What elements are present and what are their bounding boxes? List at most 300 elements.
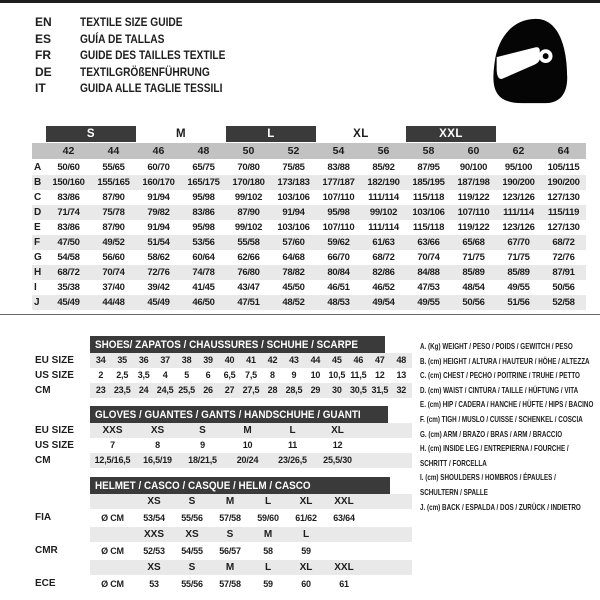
size-letter-cell — [90, 527, 135, 542]
measurement-cell: 82/86 — [372, 267, 395, 278]
legend-line: SCHRITT / FORCELLA — [420, 457, 487, 468]
size-cell: 3,5 — [137, 370, 150, 380]
size-cell: 7,5 — [245, 370, 257, 380]
table-row — [35, 560, 412, 575]
measurement-cell: 160/170 — [142, 177, 175, 188]
size-cell: 43 — [289, 355, 299, 365]
language-code: DE — [35, 64, 52, 79]
legend-line: F. (cm) TIGH / MUSLO / CUISSE / SCHENKEL / COSCIA — [420, 413, 583, 424]
measurement-cell: 103/106 — [277, 222, 310, 233]
row-cells — [90, 423, 412, 438]
measurement-cell: 46/51 — [327, 282, 350, 293]
size-letter-cell: XS — [147, 562, 161, 573]
size-letter-cell: L — [264, 496, 272, 507]
measurement-cell: 51/54 — [147, 237, 170, 248]
measurement-cell: 59/62 — [327, 237, 350, 248]
size-cell — [325, 542, 363, 560]
measurement-cell: 62/66 — [237, 252, 260, 263]
language-code: FR — [35, 48, 51, 62]
size-cell: 27 — [224, 385, 235, 395]
row-letter-label: I — [34, 282, 37, 293]
size-cell: 36 — [138, 355, 149, 365]
size-cell: 23,5 — [113, 385, 131, 395]
shoes-table-title: SHOES/ ZAPATOS / CHAUSSURES / SCHUHE / SCARPE — [95, 338, 358, 351]
measurement-cell: 95/98 — [192, 192, 215, 203]
numeric-size-cell: 44 — [107, 145, 120, 157]
legend-line: G. (cm) ARM / BRAZO / BRAS / ARM / BRACCIO — [420, 428, 563, 439]
legend-line: J. (cm) BACK / ESPALDA / DOS / ZURÜCK / INDIETRO — [420, 501, 581, 512]
size-cell: M — [243, 425, 252, 436]
row-cells — [90, 383, 412, 398]
corner-cell — [32, 143, 46, 159]
measurement-cell: 79/82 — [147, 207, 170, 218]
size-cell: 44 — [310, 355, 321, 365]
measurement-cell: 45/49 — [57, 297, 80, 308]
table-row — [32, 205, 586, 220]
size-cell: Ø CM — [101, 546, 124, 556]
measurement-cell: 87/91 — [552, 267, 575, 278]
legend-line: H. (cm) INSIDE LEG / ENTREPIERNA / FOURCHE / — [420, 443, 569, 454]
measurement-cell: 95/100 — [504, 162, 533, 173]
row-letter-label: E — [34, 222, 41, 233]
language-row — [35, 31, 251, 48]
measurement-cell: 61/63 — [372, 237, 395, 248]
row-label — [35, 527, 90, 542]
measurement-cell: 87/90 — [237, 207, 260, 218]
row-label — [35, 494, 90, 509]
measurement-cell: 85/92 — [372, 162, 395, 173]
measurement-cell: 57/60 — [282, 237, 305, 248]
measurement-cell: 111/114 — [503, 207, 534, 218]
size-group-cell — [496, 126, 541, 142]
measurement-cell: 72/76 — [147, 267, 170, 278]
size-letter-cell: M — [225, 496, 235, 507]
size-letter-cell: L — [302, 529, 310, 540]
language-title-list — [35, 14, 251, 97]
size-group-cell: L — [226, 126, 316, 142]
gloves-table — [35, 406, 412, 468]
measurement-cell: 52/58 — [552, 297, 575, 308]
measurement-cell: 47/53 — [417, 282, 440, 293]
measurement-cell: 127/130 — [547, 192, 580, 203]
measurement-cell: 51/56 — [507, 297, 530, 308]
measurement-cell: 68/72 — [552, 237, 575, 248]
measurement-cell: 99/102 — [369, 207, 398, 218]
size-cell: 52/53 — [143, 546, 165, 556]
measurement-cell: 65/68 — [462, 237, 485, 248]
size-cell: 53/54 — [143, 513, 165, 523]
row-label: CM — [35, 385, 51, 396]
measurement-cell: 99/102 — [234, 192, 263, 203]
measurement-cell: 55/58 — [237, 237, 260, 248]
size-cell: S — [199, 425, 206, 436]
table-row — [32, 280, 586, 295]
numeric-size-cell: 42 — [62, 145, 75, 157]
size-cell: 5 — [184, 370, 189, 380]
table-row — [32, 265, 586, 280]
measurement-cell: 58/62 — [147, 252, 170, 263]
measurement-cell: 75/85 — [282, 162, 305, 173]
numeric-size-cell: 64 — [557, 145, 570, 157]
size-cell: 7 — [110, 440, 115, 450]
measurement-cell: 46/52 — [372, 282, 395, 293]
size-cell: 25,5 — [178, 385, 195, 395]
size-letter-cell: XXL — [334, 496, 354, 507]
numeric-size-cell: 56 — [377, 145, 390, 157]
language-code: IT — [35, 81, 46, 95]
size-group-header-row — [32, 126, 586, 143]
measurement-cell: 49/55 — [507, 282, 530, 293]
measurement-cell: 78/82 — [282, 267, 305, 278]
size-cell: 12 — [374, 370, 385, 380]
measurement-cell: 80/84 — [327, 267, 350, 278]
size-cell: XS — [150, 425, 165, 436]
row-letter-label: J — [34, 297, 40, 308]
table-row — [32, 220, 586, 235]
row-cells — [90, 453, 412, 468]
language-title: GUIDE DES TAILLES TEXTILE — [80, 48, 226, 62]
legend-line: A. (Kg) WEIGHT / PESO / POIDS / GEWITCH / PESO — [420, 341, 573, 351]
size-cell: 59 — [301, 546, 311, 556]
size-group-cell — [32, 126, 46, 142]
standard-label: CMR — [35, 545, 58, 556]
table-row — [35, 368, 412, 383]
section-divider — [0, 314, 600, 315]
measurement-cell: 72/76 — [552, 252, 575, 263]
measurement-cell: 103/106 — [412, 207, 445, 218]
measurement-cell: 91/94 — [147, 222, 170, 233]
measurement-cell: 115/118 — [412, 222, 445, 233]
measurement-cell: 46/50 — [192, 297, 215, 308]
measurement-cell: 65/75 — [192, 162, 215, 173]
measurement-cell: 68/72 — [57, 267, 80, 278]
legend-line: E. (cm) HIP / CADERA / HANCHE / HÜFTE / HIPS / BACINO — [420, 399, 594, 410]
helmet-table-title: HELMET / CASCO / CASQUE / HELM / CASCO — [95, 479, 311, 492]
legend-line: D. (cm) WAIST / CINTURA / TAILLE / HÜFTUNG / VITA — [420, 384, 579, 395]
row-label: CM — [35, 455, 51, 466]
size-cell: L — [289, 425, 296, 436]
size-cell: 29 — [310, 385, 321, 395]
measurement-cell: 67/70 — [507, 237, 530, 248]
racing-helmet-icon — [483, 13, 575, 111]
measurement-cell: 107/110 — [457, 207, 490, 218]
language-row — [35, 14, 251, 31]
measurement-cell: 83/86 — [192, 207, 215, 218]
table-row — [35, 575, 412, 593]
measurement-cell: 70/74 — [102, 267, 125, 278]
measurement-cell: 66/70 — [327, 252, 350, 263]
size-cell: 37 — [160, 355, 170, 365]
size-cell: 56/57 — [219, 546, 241, 556]
measurement-cell: 60/70 — [147, 162, 170, 173]
size-cell: 9 — [200, 440, 205, 450]
standard-label: ECE — [35, 578, 56, 589]
size-cell: 16,5/19 — [143, 455, 172, 465]
measurement-cell: 107/110 — [322, 222, 355, 233]
size-cell: 2 — [98, 370, 104, 380]
size-letter-cell — [90, 494, 135, 509]
measurement-cell: 182/190 — [367, 177, 400, 188]
size-cell: 31,5 — [371, 385, 389, 395]
measurement-cell: 115/118 — [412, 192, 445, 203]
measurement-cell: 99/102 — [234, 222, 263, 233]
table-row — [32, 295, 586, 310]
table-row — [32, 160, 586, 175]
size-letter-cell: XS — [185, 529, 199, 540]
measurement-cell: 170/180 — [232, 177, 265, 188]
measurement-cell: 71/75 — [507, 252, 530, 263]
size-letter-cell: S — [226, 529, 234, 540]
measurement-cell: 49/55 — [417, 297, 440, 308]
size-cell: 8 — [155, 440, 160, 450]
size-cell: 61/62 — [295, 513, 317, 523]
measurement-cell: 56/60 — [102, 252, 125, 263]
table-row — [35, 423, 412, 438]
size-cell: 12,5/16,5 — [94, 455, 131, 465]
helmet-table — [35, 477, 412, 593]
size-cell: 57/58 — [219, 579, 241, 589]
size-cell: 13 — [396, 370, 407, 380]
table-row — [32, 235, 586, 250]
size-letter-cell: XL — [299, 562, 313, 573]
size-letter-cell: M — [225, 562, 235, 573]
size-cell: 40 — [224, 355, 235, 365]
legend-line: SCHULTERN / SPALLE — [420, 486, 488, 497]
numeric-size-cell: 52 — [287, 145, 300, 157]
measurement-cell: 54/58 — [57, 252, 80, 263]
size-cell: 32 — [396, 385, 407, 395]
row-letter-label: D — [34, 207, 42, 218]
language-title: TEXTILGRÖßENFÜHRUNG — [80, 64, 210, 79]
measurement-cell: 105/115 — [547, 162, 580, 173]
table-row — [35, 527, 412, 542]
measurement-cell: 83/86 — [57, 192, 80, 203]
measurement-cell: 173/183 — [277, 177, 310, 188]
size-cell: 58 — [263, 546, 273, 556]
size-cell: 30 — [332, 385, 342, 395]
measurement-cell: 48/52 — [282, 297, 305, 308]
row-label — [35, 560, 90, 575]
gloves-table-title: GLOVES / GUANTES / GANTS / HANDSCHUHE / GUANTI — [95, 408, 361, 421]
measurement-cell: 87/90 — [102, 192, 125, 203]
measurement-cell: 76/80 — [237, 267, 260, 278]
language-title: GUÍA DE TALLAS — [80, 31, 165, 46]
measurement-cell: 43/47 — [237, 282, 260, 293]
size-cell: 53 — [149, 579, 159, 589]
measurement-cell: 185/195 — [412, 177, 445, 188]
size-cell: 57/58 — [219, 513, 241, 523]
size-letter-cell — [90, 560, 135, 575]
size-cell: 24,5 — [156, 385, 174, 395]
size-cell: 63/64 — [333, 513, 355, 523]
measurement-cell: 85/89 — [507, 267, 530, 278]
measurement-cell: 37/40 — [102, 282, 125, 293]
size-cell: 28 — [267, 385, 278, 395]
size-cell: 10 — [242, 440, 253, 450]
measurement-cell: 95/98 — [192, 222, 215, 233]
measurement-cell: 55/65 — [102, 162, 125, 173]
numeric-size-cell: 48 — [197, 145, 210, 157]
row-cells — [90, 509, 412, 527]
size-letter-cell: XXL — [334, 562, 354, 573]
language-code: EN — [35, 15, 52, 29]
table-row — [35, 438, 412, 453]
measurement-cell: 107/110 — [322, 192, 355, 203]
size-cell: 27,5 — [242, 385, 260, 395]
row-cells — [90, 560, 412, 575]
measurement-cell: 190/200 — [547, 177, 580, 188]
size-cell: 25,5/30 — [323, 455, 352, 465]
size-cell: 59/60 — [257, 513, 279, 523]
language-code: ES — [35, 31, 52, 46]
size-letter-cell: XS — [147, 496, 161, 507]
size-letter-cell: S — [188, 562, 196, 573]
size-cell: 55/56 — [181, 513, 203, 523]
size-cell: XL — [331, 425, 344, 436]
size-cell: 23 — [95, 385, 106, 395]
row-cells — [90, 542, 412, 560]
measurement-cell: 119/122 — [457, 192, 490, 203]
size-cell: 10,5 — [328, 370, 346, 380]
row-letter-label: A — [34, 162, 42, 173]
measurement-cell: 50/56 — [552, 282, 575, 293]
numeric-size-header-row — [32, 143, 586, 159]
measurement-cell: 150/160 — [52, 177, 85, 188]
size-cell: 47 — [374, 355, 385, 365]
standard-label: FIA — [35, 512, 52, 523]
measurement-cell: 111/114 — [368, 192, 399, 203]
measurement-cell: 177/187 — [322, 177, 355, 188]
size-cell: XXS — [102, 425, 123, 436]
gloves-table-header — [90, 406, 388, 423]
measurement-cell: 165/175 — [187, 177, 220, 188]
measurement-cell: 123/126 — [502, 222, 535, 233]
row-cells — [90, 527, 412, 542]
legend-line: C. (cm) CHEST / PECHO / POITRINE / TRUHE / PETTO — [420, 370, 580, 381]
size-cell: Ø CM — [101, 513, 124, 523]
size-cell: 26 — [203, 385, 213, 395]
size-cell: 4 — [162, 370, 168, 380]
row-letter-label: B — [34, 177, 42, 188]
measurement-cell: 123/126 — [502, 192, 535, 203]
measurement-cell: 41/45 — [192, 282, 215, 293]
helmet-table-header — [90, 477, 390, 494]
row-cells — [90, 494, 412, 509]
size-cell: 38 — [181, 355, 192, 365]
size-cell: Ø CM — [101, 579, 124, 589]
size-letter-cell: M — [263, 529, 273, 540]
size-cell: 6,5 — [223, 370, 236, 380]
size-cell: 11,5 — [350, 370, 367, 380]
row-cells — [90, 575, 412, 593]
row-letter-label: H — [34, 267, 42, 278]
size-cell: 6 — [205, 370, 211, 380]
size-cell: 61 — [339, 579, 349, 589]
size-cell: 28,5 — [285, 385, 303, 395]
measurement-legend — [420, 339, 598, 514]
numeric-size-cell: 50 — [242, 145, 255, 157]
language-row — [35, 47, 251, 64]
measurement-cell: 83/86 — [57, 222, 80, 233]
size-cell: 8 — [270, 370, 275, 380]
size-letter-cell: S — [188, 496, 196, 507]
size-cell: 46 — [353, 355, 364, 365]
table-row — [35, 453, 412, 468]
size-letter-cell — [325, 527, 363, 542]
size-cell: 34 — [95, 355, 106, 365]
measurement-cell: 49/54 — [372, 297, 395, 308]
size-cell: 55/56 — [181, 579, 203, 589]
size-cell: 41 — [246, 355, 256, 365]
size-cell: 20/24 — [236, 455, 259, 465]
measurement-cell: 68/72 — [372, 252, 395, 263]
size-cell: 54/55 — [181, 546, 203, 556]
measurement-cell: 87/90 — [102, 222, 125, 233]
row-label: US SIZE — [35, 440, 74, 451]
measurement-cell: 47/50 — [57, 237, 80, 248]
measurement-cell: 44/48 — [102, 297, 125, 308]
size-cell: 23/26,5 — [278, 455, 307, 465]
measurement-cell: 91/94 — [147, 192, 170, 203]
size-cell: 2,5 — [116, 370, 129, 380]
measurement-cell: 50/60 — [57, 162, 80, 173]
measurement-cell: 71/75 — [462, 252, 485, 263]
shoes-table — [35, 336, 412, 398]
measurement-cell: 119/122 — [457, 222, 490, 233]
measurement-cell: 90/100 — [459, 162, 488, 173]
size-cell: 12 — [332, 440, 343, 450]
measurement-cell: 60/64 — [192, 252, 215, 263]
size-group-cell: S — [46, 126, 136, 142]
numeric-size-cell: 58 — [422, 145, 435, 157]
size-cell: 59 — [263, 579, 273, 589]
measurement-cell: 35/38 — [57, 282, 80, 293]
measurement-cell: 103/106 — [277, 192, 310, 203]
table-row — [35, 542, 412, 560]
row-cells — [90, 368, 412, 383]
table-row — [35, 383, 412, 398]
measurement-cell: 39/42 — [147, 282, 170, 293]
size-cell: 24 — [138, 385, 149, 395]
measurement-cell: 127/130 — [547, 222, 580, 233]
measurement-cell: 74/78 — [192, 267, 215, 278]
measurement-cell: 87/95 — [417, 162, 440, 173]
measurement-cell: 63/66 — [417, 237, 440, 248]
measurement-cell: 190/200 — [502, 177, 535, 188]
measurement-cell: 53/56 — [192, 237, 215, 248]
numeric-size-cell: 60 — [467, 145, 480, 157]
language-title: GUIDA ALLE TAGLIE TESSILI — [80, 81, 223, 95]
size-group-cell: XXL — [406, 126, 496, 142]
numeric-size-cell: 54 — [332, 145, 345, 157]
measurement-cell: 45/49 — [147, 297, 170, 308]
table-row — [35, 494, 412, 509]
size-cell: 18/21,5 — [188, 455, 217, 465]
numeric-size-cell: 62 — [512, 145, 525, 157]
measurement-cell: 85/89 — [462, 267, 485, 278]
legend-line: B. (cm) HEIGHT / ALTURA / HAUTEUR / HÖHE / ALTEZZA — [420, 355, 590, 366]
size-cell: 9 — [291, 370, 297, 380]
measurement-cell: 45/50 — [282, 282, 305, 293]
measurement-cell: 95/98 — [327, 207, 350, 218]
measurement-cell: 155/165 — [97, 177, 130, 188]
measurement-cell: 50/56 — [462, 297, 485, 308]
legend-line: I. (cm) SHOULDERS / HOMBROS / ÉPAULES / — [420, 472, 556, 483]
size-cell: 10 — [310, 370, 321, 380]
row-cells — [90, 353, 412, 368]
row-letter-label: C — [34, 192, 42, 203]
row-label: EU SIZE — [35, 355, 74, 366]
